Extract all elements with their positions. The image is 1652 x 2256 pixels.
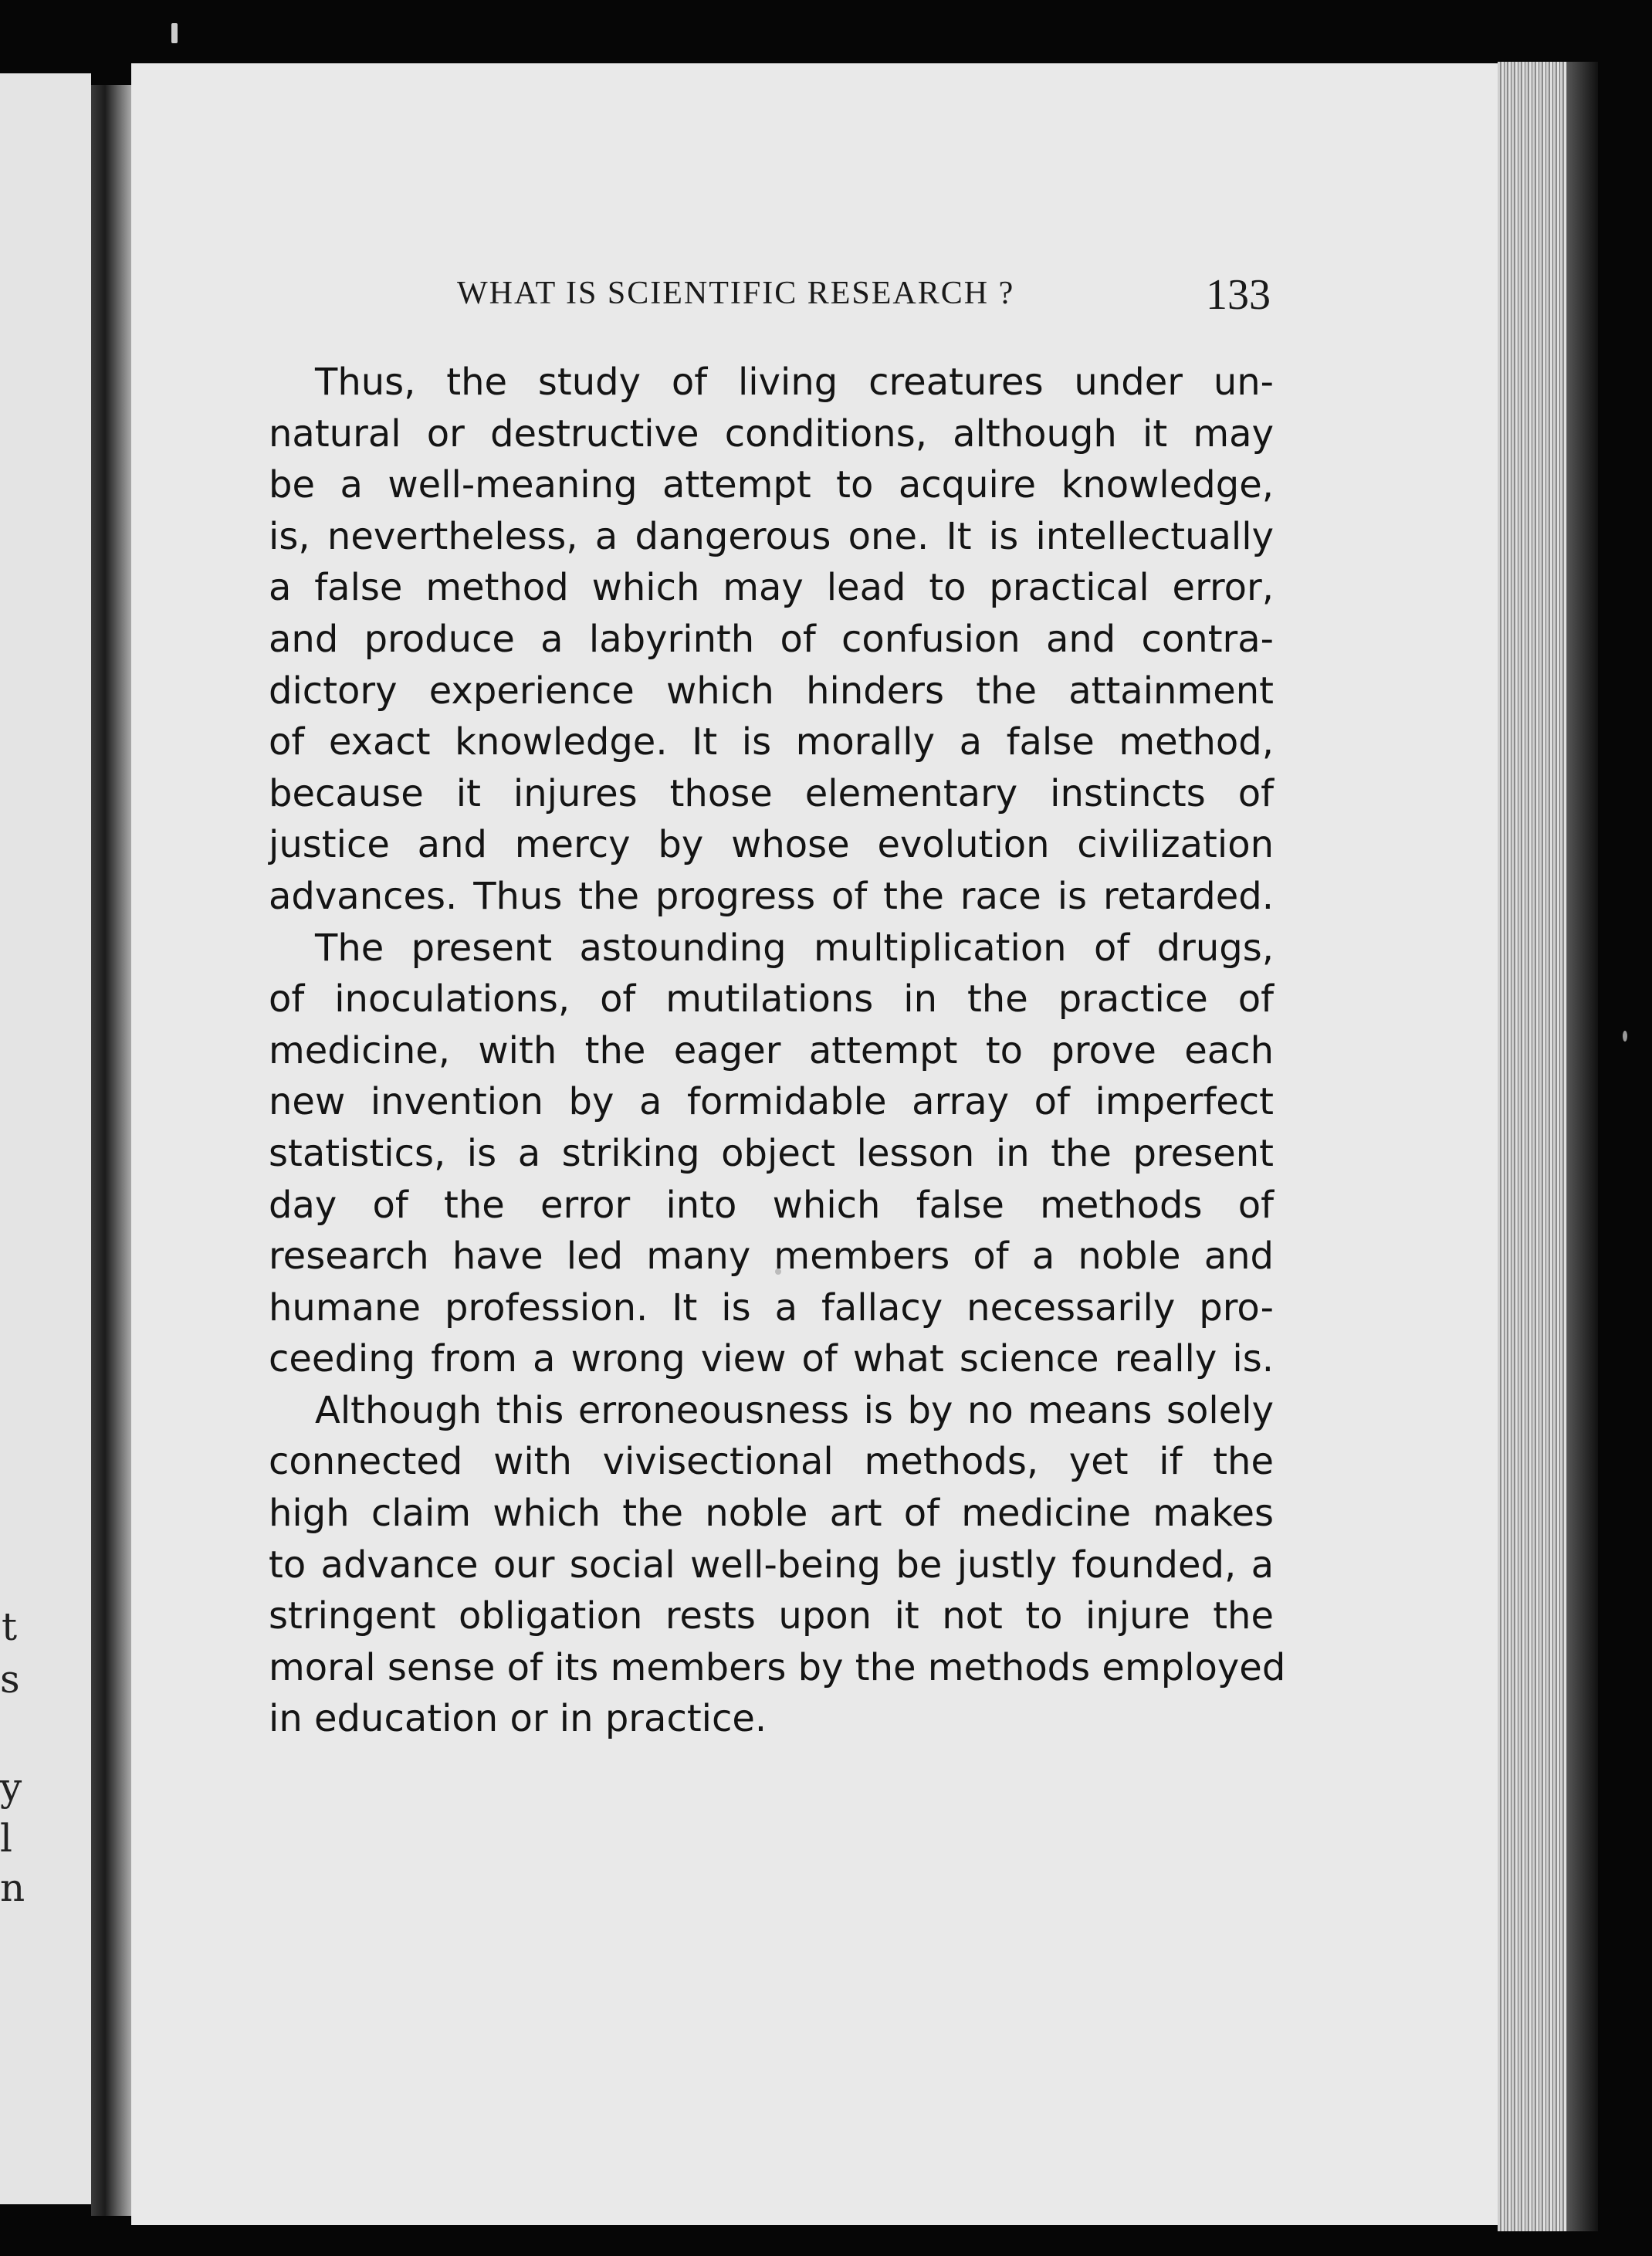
scan-artifact: [171, 23, 178, 43]
text-line: of exact knowledge. It is morally a false method,: [269, 720, 1274, 764]
text-line: in education or in practice.: [269, 1697, 767, 1741]
running-head: WHAT IS SCIENTIFIC RESEARCH ?: [457, 276, 1015, 311]
text-line: new invention by a formidable array of imperfect: [269, 1080, 1274, 1124]
left-page-fragment: y: [0, 1765, 22, 1810]
text-line: a false method which may lead to practical error,: [269, 566, 1274, 610]
page-number: 133: [1206, 271, 1271, 319]
left-page-fragment: t: [2, 1604, 18, 1649]
text-line: research have led many members of a noble and: [269, 1235, 1274, 1279]
left-page-fragment: l: [0, 1816, 12, 1861]
scan-artifact: [1623, 1031, 1627, 1042]
left-page-fragment: n: [0, 1865, 25, 1910]
text-line: stringent obligation rests upon it not to injure the: [269, 1594, 1274, 1638]
text-line: advances. Thus the progress of the race is retarded.: [269, 874, 1274, 918]
paragraph: [269, 923, 1274, 1385]
book-gutter: [91, 85, 131, 2216]
text-line: to advance our social well-being be justly founded, a: [269, 1543, 1274, 1587]
paragraph: [269, 357, 1274, 923]
text-line: high claim which the noble art of medicine makes: [269, 1492, 1274, 1536]
page-edges-shadow: [1567, 62, 1598, 2231]
text-line: dictory experience which hinders the attainment: [269, 669, 1274, 713]
text-line: day of the error into which false methods of: [269, 1183, 1274, 1227]
text-line: medicine, with the eager attempt to prove each: [269, 1028, 1274, 1072]
text-line: Although this erroneousness is by no means solely: [315, 1388, 1274, 1432]
text-line: moral sense of its members by the methods employed: [269, 1645, 1286, 1689]
text-line: connected with vivisectional methods, yet if the: [269, 1440, 1274, 1484]
text-line: and produce a labyrinth of confusion and contra-: [269, 617, 1274, 661]
paragraph: [269, 1385, 1286, 1745]
text-line: humane profession. It is a fallacy necessarily pro-: [269, 1286, 1274, 1330]
text-line: because it injures those elementary instincts of: [269, 771, 1274, 815]
text-line: justice and mercy by whose evolution civilization: [269, 823, 1274, 867]
text-line: ceeding from a wrong view of what science really is.: [269, 1337, 1274, 1381]
text-line: The present astounding multiplication of drugs,: [315, 926, 1274, 970]
text-line: Thus, the study of living creatures under un-: [315, 361, 1274, 404]
text-line: of inoculations, of mutilations in the practice of: [269, 977, 1274, 1021]
text-line: is, nevertheless, a dangerous one. It is intellectually: [269, 514, 1274, 558]
text-line: be a well-meaning attempt to acquire knowledge,: [269, 463, 1274, 507]
text-line: natural or destructive conditions, although it may: [269, 412, 1274, 456]
body-text: [269, 357, 1286, 1745]
left-page-fragment: s: [0, 1657, 20, 1702]
text-line: statistics, is a striking object lesson in the present: [269, 1131, 1274, 1175]
